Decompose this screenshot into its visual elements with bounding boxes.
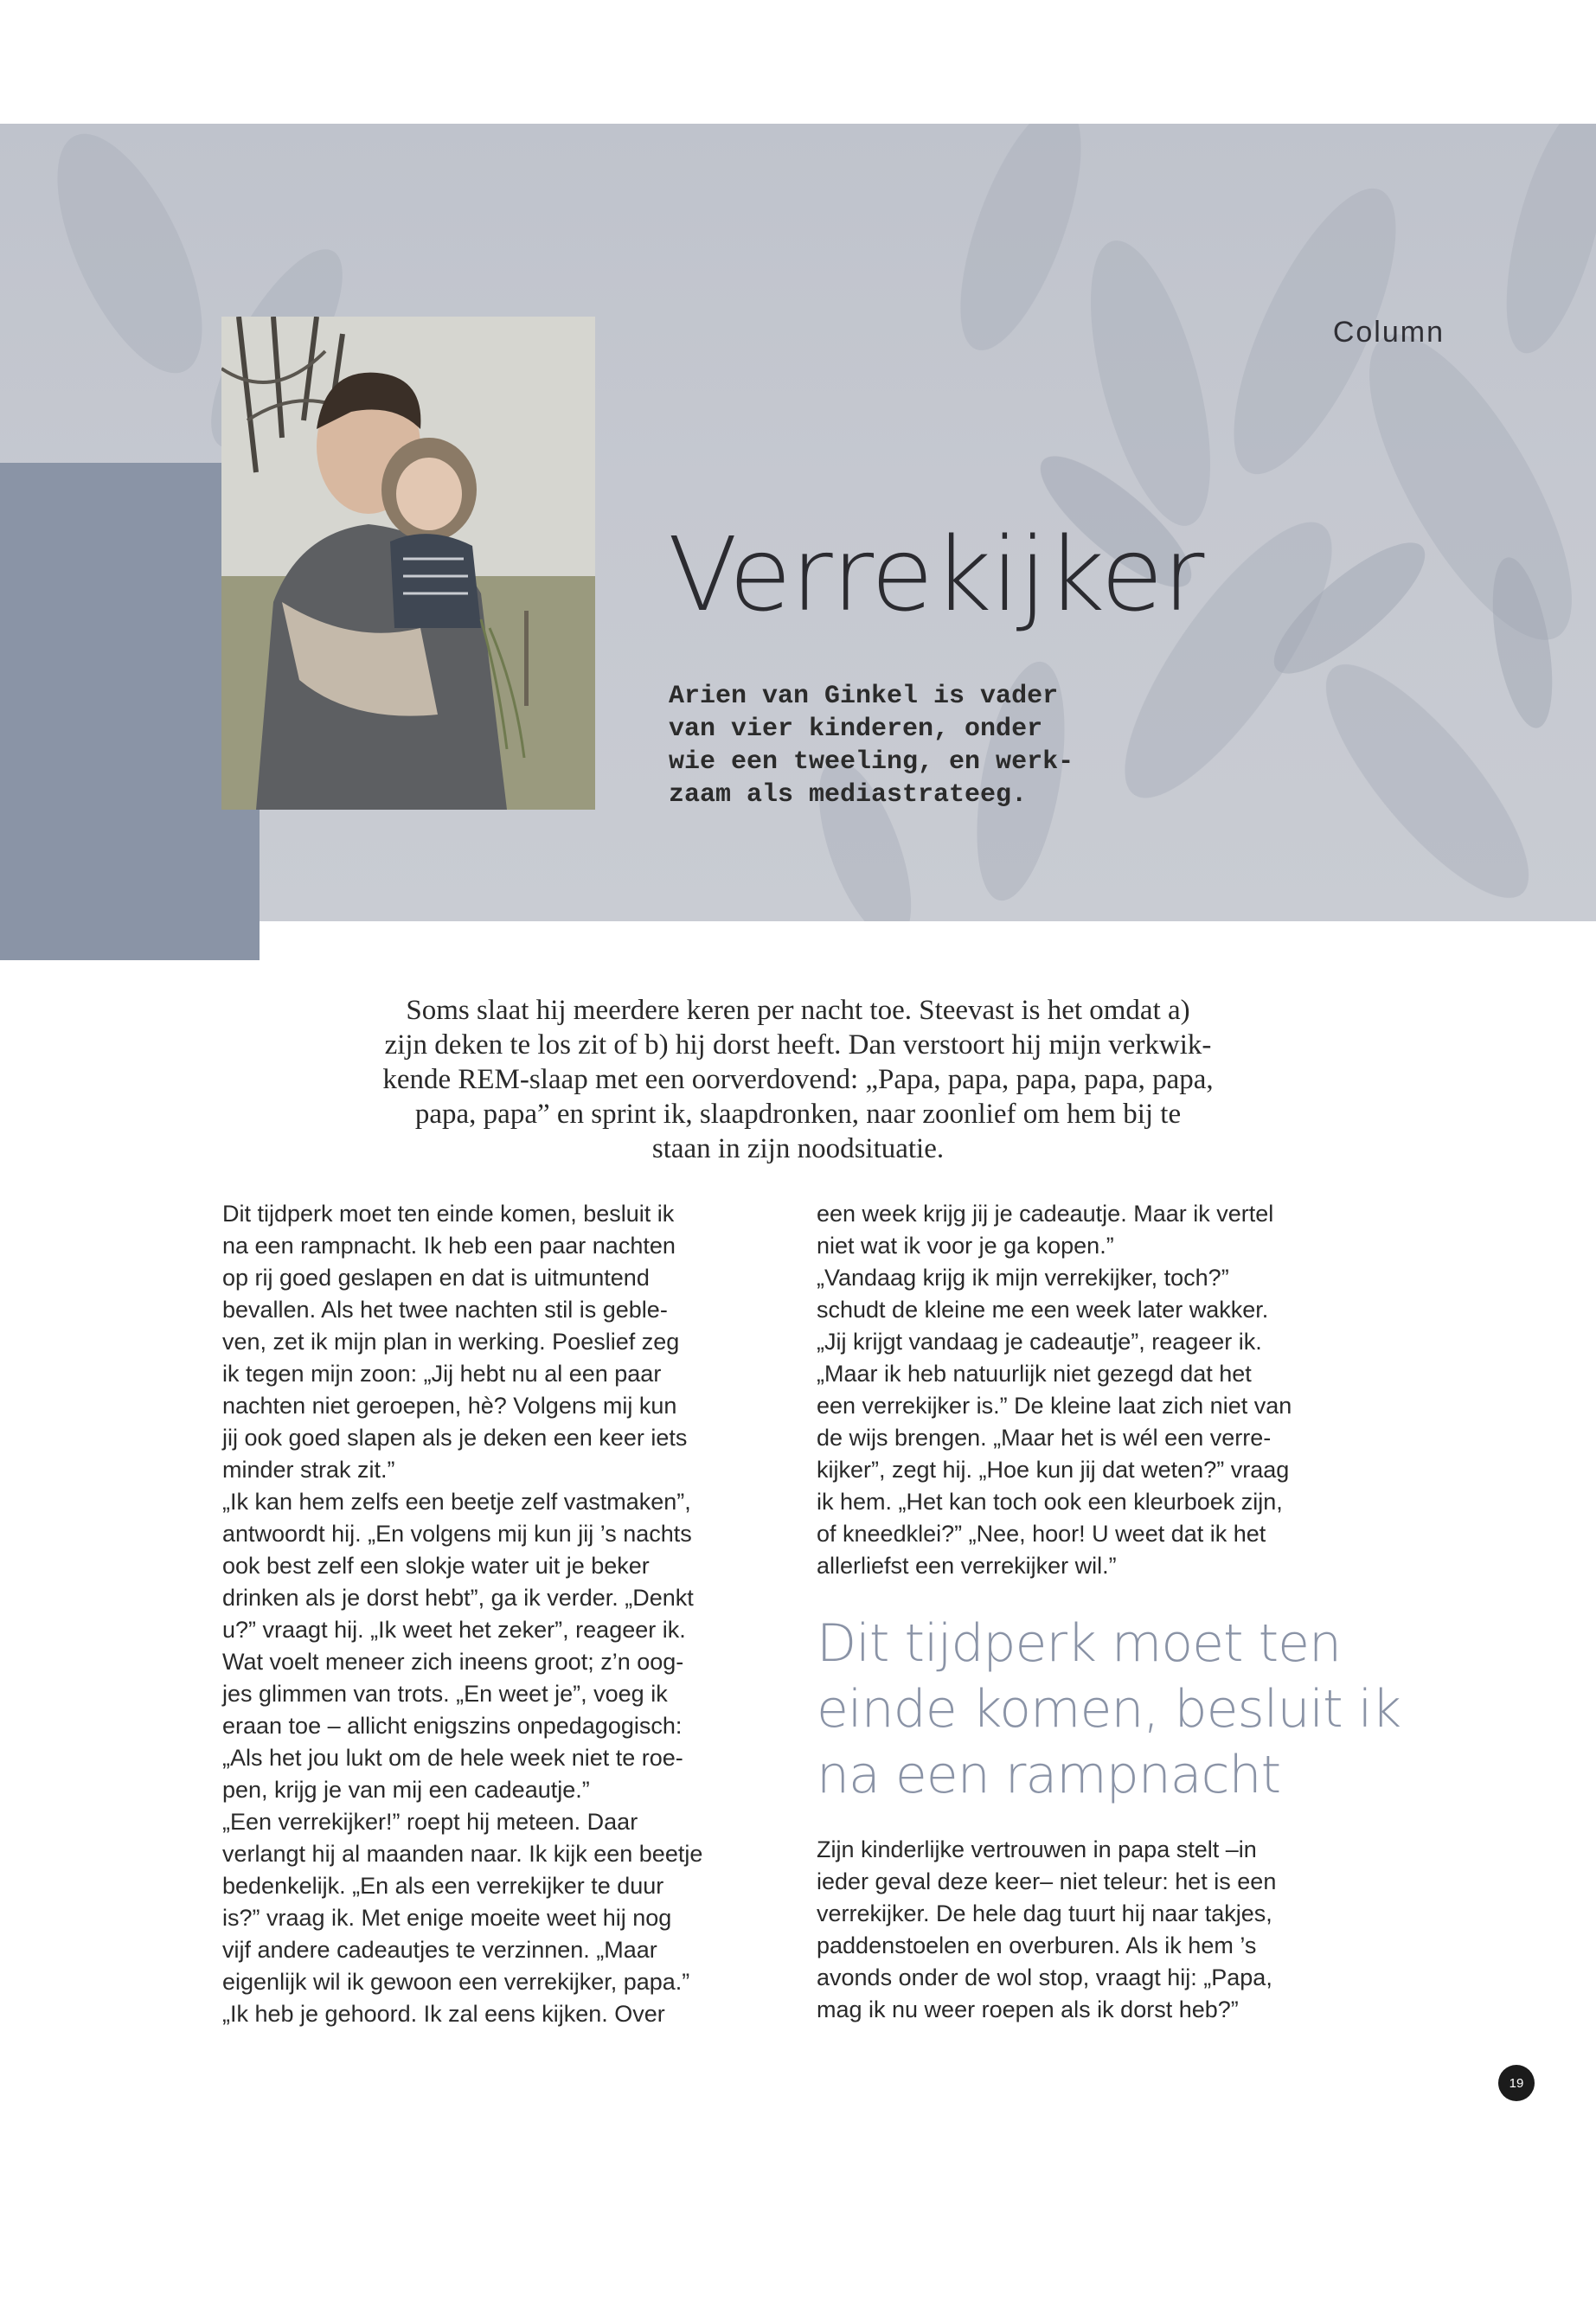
body-line: vijf andere cadeautjes te verzinnen. „Maar xyxy=(222,1937,657,1963)
body-line: paddenstoelen en overburen. Als ik hem ’s xyxy=(817,1932,1257,1958)
page-number: 19 xyxy=(1498,2065,1535,2101)
body-line: „Vandaag krijg ik mijn verrekijker, toch?” xyxy=(817,1265,1229,1291)
pull-quote-line: einde komen, besluit ik xyxy=(817,1679,1401,1740)
body-line: eraan toe – allicht enigszins onpedagogisch: xyxy=(222,1713,683,1739)
bio-line: zaam als mediastrateeg. xyxy=(669,780,1028,810)
body-line: verlangt hij al maanden naar. Ik kijk een beetje xyxy=(222,1841,703,1867)
body-line: Zijn kinderlijke vertrouwen in papa stelt –in xyxy=(817,1836,1257,1862)
body-line: nachten niet geroepen, hè? Volgens mij kun xyxy=(222,1393,677,1419)
body-line: bedenkelijk. „En als een verrekijker te duur xyxy=(222,1873,664,1899)
body-line: jij ook goed slapen als je deken een keer iets xyxy=(222,1425,688,1451)
bio-line: van vier kinderen, onder xyxy=(669,715,1043,744)
author-photo xyxy=(221,317,595,810)
intro-line: papa, papa” en sprint ik, slaapdronken, naar zoonlief om hem bij te xyxy=(414,1099,1182,1130)
body-line: jes glimmen van trots. „En weet je”, voeg ik xyxy=(222,1681,668,1707)
body-line: of kneedklei?” „Nee, hoor! U weet dat ik het xyxy=(817,1521,1266,1547)
body-line: een verrekijker is.” De kleine laat zich niet van xyxy=(817,1393,1292,1419)
body-line: ven, zet ik mijn plan in werking. Poeslief zeg xyxy=(222,1329,680,1355)
bio-line: Arien van Ginkel is vader xyxy=(669,682,1059,711)
body-line: een week krijg jij je cadeautje. Maar ik vertel xyxy=(817,1201,1274,1227)
body-line: drinken als je dorst hebt”, ga ik verder. „Denkt xyxy=(222,1585,694,1611)
pull-quote xyxy=(817,1611,1405,1808)
section-label: Column xyxy=(1332,316,1445,349)
body-line: verrekijker. De hele dag tuurt hij naar takjes, xyxy=(817,1900,1272,1926)
body-line: ook best zelf een slokje water uit je beker xyxy=(222,1553,650,1579)
article-title: Verrekijker xyxy=(668,515,1204,634)
intro-paragraph xyxy=(260,993,1336,1166)
body-line: antwoordt hij. „En volgens mij kun jij ’s nachts xyxy=(222,1521,692,1547)
body-line: avonds onder de wol stop, vraagt hij: „Papa, xyxy=(817,1965,1272,1990)
body-line: schudt de kleine me een week later wakker. xyxy=(817,1297,1269,1323)
intro-line: staan in zijn noodsituatie. xyxy=(651,1133,945,1164)
body-line: u?” vraagt hij. „Ik weet het zeker”, reageer ik. xyxy=(222,1617,686,1643)
body-line: Wat voelt meneer zich ineens groot; z’n oog- xyxy=(222,1649,684,1675)
body-line: ieder geval deze keer– niet teleur: het is een xyxy=(817,1868,1277,1894)
body-column-right-bottom xyxy=(817,1834,1388,2026)
author-bio xyxy=(669,680,1153,811)
body-line: Dit tijdperk moet ten einde komen, besluit ik xyxy=(222,1201,675,1227)
body-line: „Een verrekijker!” roept hij meteen. Daar xyxy=(222,1809,638,1835)
accent-block xyxy=(0,463,260,960)
body-line: ik hem. „Het kan toch ook een kleurboek zijn, xyxy=(817,1489,1283,1515)
body-line: niet wat ik voor je ga kopen.” xyxy=(817,1233,1114,1259)
body-line: pen, krijg je van mij een cadeautje.” xyxy=(222,1777,590,1803)
body-line: „Als het jou lukt om de hele week niet te roe- xyxy=(222,1745,683,1771)
intro-line: Soms slaat hij meerdere keren per nacht toe. Steevast is het omdat a) xyxy=(406,995,1190,1026)
author-photo-illustration xyxy=(221,317,595,810)
body-line: „Jij krijgt vandaag je cadeautje”, reageer ik. xyxy=(817,1329,1262,1355)
body-line: is?” vraag ik. Met enige moeite weet hij nog xyxy=(222,1905,672,1931)
body-line: bevallen. Als het twee nachten stil is geble- xyxy=(222,1297,668,1323)
body-line: eigenlijk wil ik gewoon een verrekijker, papa.” xyxy=(222,1969,690,1995)
pull-quote-line: na een rampnacht xyxy=(817,1745,1281,1805)
body-line: „Maar ik heb natuurlijk niet gezegd dat het xyxy=(817,1361,1252,1387)
body-line: de wijs brengen. „Maar het is wél een verre- xyxy=(817,1425,1272,1451)
bio-line: wie een tweeling, en werk- xyxy=(669,747,1074,777)
body-column-left xyxy=(222,1198,793,2030)
body-line: minder strak zit.” xyxy=(222,1457,395,1483)
pull-quote-line: Dit tijdperk moet ten xyxy=(817,1613,1342,1674)
body-line: na een rampnacht. Ik heb een paar nachten xyxy=(222,1233,676,1259)
body-line: mag ik nu weer roepen als ik dorst heb?” xyxy=(817,1997,1239,2022)
body-line: kijker”, zegt hij. „Hoe kun jij dat weten?” vraag xyxy=(817,1457,1290,1483)
intro-line: zijn deken te los zit of b) hij dorst heeft. Dan verstoort hij mijn verkwik- xyxy=(384,1029,1212,1061)
body-line: „Ik kan hem zelfs een beetje zelf vastmaken”, xyxy=(222,1489,691,1515)
body-line: allerliefst een verrekijker wil.” xyxy=(817,1553,1117,1579)
body-column-right-top xyxy=(817,1198,1388,1582)
intro-line: kende REM-slaap met een oorverdovend: „Papa, papa, papa, papa, papa, xyxy=(382,1064,1214,1095)
body-line: ik tegen mijn zoon: „Jij hebt nu al een paar xyxy=(222,1361,662,1387)
body-line: „Ik heb je gehoord. Ik zal eens kijken. Over xyxy=(222,2001,665,2027)
body-line: op rij goed geslapen en dat is uitmuntend xyxy=(222,1265,650,1291)
